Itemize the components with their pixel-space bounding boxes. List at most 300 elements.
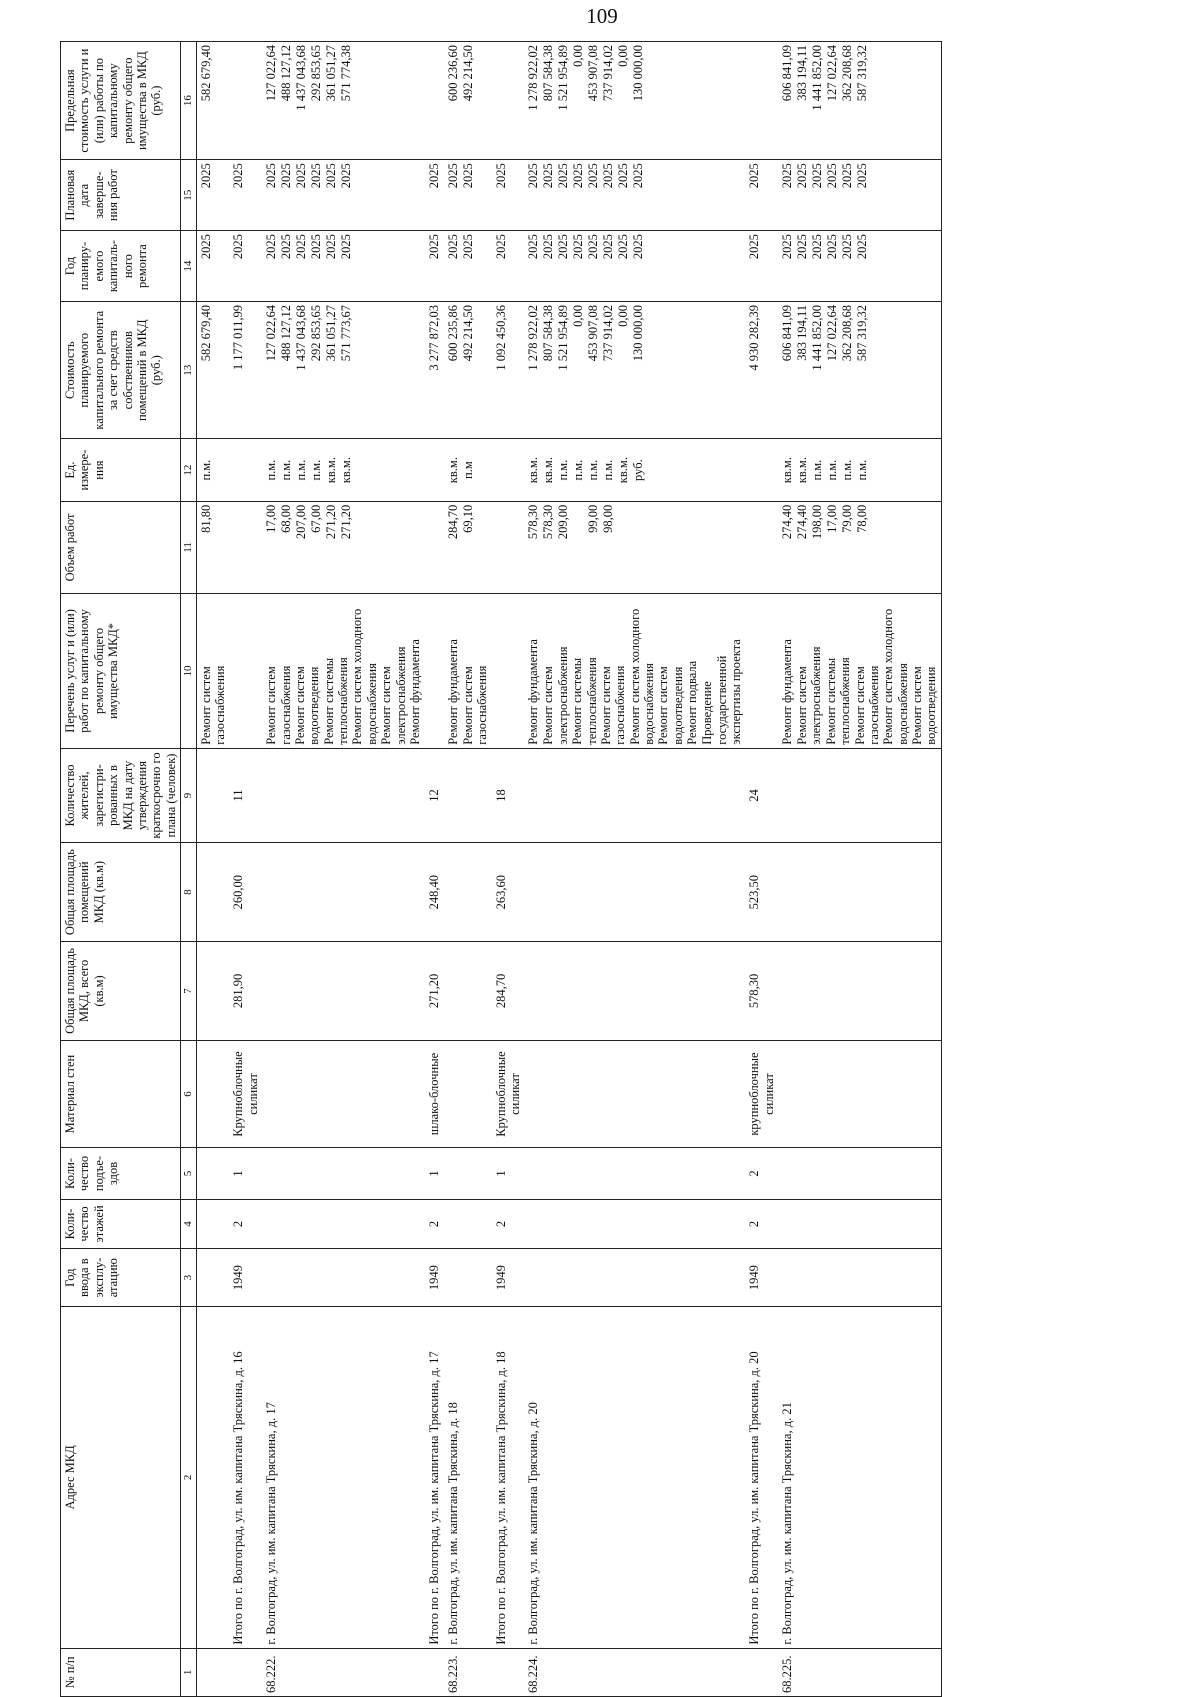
column-number: 13 xyxy=(181,302,197,439)
column-header: Общая площадь помещений МКД (кв.м) xyxy=(61,843,181,942)
entrances: 2 xyxy=(745,1148,778,1200)
planned-end-line: 2025 xyxy=(324,163,339,189)
work-volume-line: 578,30 xyxy=(526,504,541,540)
limit-cost-line: 292 853,65 xyxy=(309,45,324,102)
floors: 2 xyxy=(425,1199,444,1248)
works-list-line: Ремонт системы теплоснабжения xyxy=(570,657,599,745)
planned-year-line: 2025 xyxy=(840,234,855,260)
cost-line: 1 092 450,36 xyxy=(493,305,508,371)
planned-year xyxy=(262,231,425,302)
limit-cost xyxy=(745,42,778,160)
limit-cost-line: 1 441 852,00 xyxy=(810,45,825,111)
wall-material: Крупноблочные силикат xyxy=(492,1040,525,1147)
work-volume xyxy=(778,501,941,593)
work-volume-line: 98,00 xyxy=(601,504,616,533)
column-header: Плановая дата заверше- ния работ xyxy=(61,160,181,231)
area-premises xyxy=(444,843,492,942)
planned-end-line: 2025 xyxy=(601,163,616,189)
cost xyxy=(444,302,492,439)
area-total xyxy=(524,942,745,1041)
planned-end-line: 2025 xyxy=(747,163,762,189)
row-number xyxy=(745,1648,778,1696)
wall-material xyxy=(524,1040,745,1147)
planned-year-line: 2025 xyxy=(825,234,840,260)
limit-cost-line: 383 194,11 xyxy=(795,45,810,101)
works-list xyxy=(444,594,492,749)
works-list-line: Ремонт системы теплоснабжения xyxy=(321,657,351,745)
work-volume-line: 69,10 xyxy=(460,504,475,533)
planned-year-line: 2025 xyxy=(493,234,508,260)
year-built: 1949 xyxy=(425,1249,444,1307)
table-row xyxy=(262,42,425,1697)
work-volume xyxy=(524,501,745,593)
row-number: 68.224. xyxy=(524,1648,745,1696)
works-list-line: Ремонт фундамента xyxy=(407,639,422,745)
work-volume-line: 271,20 xyxy=(324,504,339,540)
planned-year xyxy=(444,231,492,302)
column-number: 3 xyxy=(181,1249,197,1307)
planned-year-line: 2025 xyxy=(616,234,631,260)
table-row xyxy=(524,42,745,1697)
column-number: 15 xyxy=(181,160,197,231)
work-volume xyxy=(262,501,425,593)
work-volume xyxy=(425,501,444,593)
planned-year-line: 2025 xyxy=(526,234,541,260)
row-number xyxy=(229,1648,262,1696)
cost-line: 127 022,64 xyxy=(825,305,840,362)
column-header: Перечень услуг и (или) работ по капитальному ремонту общего имущества МКД* xyxy=(61,594,181,749)
works-list xyxy=(262,594,425,749)
floors xyxy=(778,1199,941,1248)
work-volume-line: 578,30 xyxy=(541,504,556,540)
planned-end-line: 2025 xyxy=(795,163,810,189)
column-header: Стоимость планируемого капитального ремонта за счет средств собственников помещений в МКД (руб.) xyxy=(61,302,181,439)
works-list-line: Ремонт систем холодного водоснабжения xyxy=(350,608,379,745)
work-volume-line: 67,00 xyxy=(309,504,324,533)
planned-end xyxy=(444,160,492,231)
planned-year-line: 2025 xyxy=(294,234,309,260)
unit-line: кв.м. xyxy=(541,457,556,484)
column-number: 1 xyxy=(181,1648,197,1696)
capital-repair-table xyxy=(60,41,942,1697)
works-list-line: Ремонт систем электроснабжения xyxy=(379,646,408,745)
unit-line: кв.м. xyxy=(324,457,339,484)
work-volume-line: 99,00 xyxy=(586,504,601,533)
unit-line: п.м. xyxy=(601,459,616,481)
unit-line: п.м. xyxy=(264,459,279,481)
cost xyxy=(425,302,444,439)
column-number: 11 xyxy=(181,501,197,593)
planned-year-line: 2025 xyxy=(556,234,571,260)
limit-cost-line: 606 841,09 xyxy=(780,45,795,102)
address: Итого по г. Волгоград, ул. им. капитана Тряскина, д. 18 xyxy=(492,1307,525,1649)
planned-end-line: 2025 xyxy=(571,163,586,189)
entrances: 1 xyxy=(425,1148,444,1200)
limit-cost-line: 492 214,50 xyxy=(460,45,475,102)
area-premises xyxy=(524,843,745,942)
cost-line: 492 214,50 xyxy=(460,305,475,362)
residents xyxy=(262,748,425,843)
planned-end-line: 2025 xyxy=(855,163,870,189)
works-list-line: Ремонт систем газоснабжения xyxy=(460,665,490,745)
planned-year xyxy=(229,231,262,302)
limit-cost-line: 737 914,02 xyxy=(601,45,616,102)
address: г. Волгоград, ул. им. капитана Тряскина, д. 20 xyxy=(524,1307,745,1649)
work-volume-line: 17,00 xyxy=(825,504,840,533)
unit-line: п.м xyxy=(460,461,475,479)
table-row xyxy=(492,42,525,1697)
work-volume-line xyxy=(616,505,631,590)
floors xyxy=(524,1199,745,1248)
planned-end xyxy=(196,160,229,231)
residents: 24 xyxy=(745,748,778,843)
limit-cost-line: 807 584,38 xyxy=(541,45,556,102)
planned-end-line: 2025 xyxy=(198,163,213,189)
year-built xyxy=(262,1249,425,1307)
works-list-line: Ремонт систем газоснабжения xyxy=(264,665,293,745)
residents xyxy=(444,748,492,843)
planned-end-line: 2025 xyxy=(840,163,855,189)
residents: 12 xyxy=(425,748,444,843)
unit xyxy=(196,439,229,501)
column-number: 7 xyxy=(181,942,197,1041)
floors: 2 xyxy=(745,1199,778,1248)
page-number: 109 xyxy=(586,4,618,28)
cost-line: 737 914,02 xyxy=(601,305,616,362)
floors: 2 xyxy=(492,1199,525,1248)
cost-line: 587 319,32 xyxy=(855,305,870,362)
limit-cost xyxy=(444,42,492,160)
planned-year xyxy=(745,231,778,302)
unit xyxy=(262,439,425,501)
entrances xyxy=(196,1148,229,1200)
planned-year xyxy=(425,231,444,302)
unit xyxy=(229,439,262,501)
cost-line: 600 235,86 xyxy=(445,305,460,362)
planned-end xyxy=(524,160,745,231)
works-list-line: Ремонт систем газоснабжения xyxy=(852,665,881,745)
planned-year-line: 2025 xyxy=(198,234,213,260)
row-number xyxy=(425,1648,444,1696)
works-list-line: Ремонт систем водоотведения xyxy=(292,666,322,745)
works-list-line: Ремонт систем газоснабжения xyxy=(598,665,628,745)
cost-line: 361 051,27 xyxy=(324,305,339,362)
work-volume-line: 68,00 xyxy=(279,504,294,533)
unit-line: п.м. xyxy=(198,459,213,481)
limit-cost xyxy=(524,42,745,160)
cost-line: 3 277 872,03 xyxy=(426,305,441,371)
year-built xyxy=(196,1249,229,1307)
planned-year xyxy=(524,231,745,302)
area-total: 284,70 xyxy=(492,942,525,1041)
planned-end-line: 2025 xyxy=(445,163,460,189)
row-number: 68.222. xyxy=(262,1648,425,1696)
planned-end-line: 2025 xyxy=(460,163,475,189)
floors: 2 xyxy=(229,1199,262,1248)
planned-year-line: 2025 xyxy=(445,234,460,260)
cost-line: 292 853,65 xyxy=(309,305,324,362)
unit-line: кв.м. xyxy=(526,457,541,484)
planned-end-line: 2025 xyxy=(631,163,646,189)
limit-cost-line: 361 051,27 xyxy=(324,45,339,102)
cost-line: 0,00 xyxy=(616,305,631,327)
planned-year xyxy=(778,231,941,302)
planned-year-line: 2025 xyxy=(747,234,762,260)
table-body xyxy=(196,42,941,1697)
row-number xyxy=(196,1648,229,1696)
planned-year-line: 2025 xyxy=(231,234,246,260)
cost-line: 1 278 922,02 xyxy=(526,305,541,371)
work-volume-line: 274,40 xyxy=(795,504,810,540)
planned-end-line: 2025 xyxy=(279,163,294,189)
works-list xyxy=(745,594,778,749)
works-list xyxy=(425,594,444,749)
row-number: 68.223. xyxy=(444,1648,492,1696)
capital-repair-table-container xyxy=(60,41,1142,1697)
entrances: 1 xyxy=(492,1148,525,1200)
year-built xyxy=(524,1249,745,1307)
cost-line: 4 930 282,39 xyxy=(747,305,762,371)
address: г. Волгоград, ул. им. капитана Тряскина, д. 17 xyxy=(262,1307,425,1649)
planned-end-line: 2025 xyxy=(294,163,309,189)
works-list-line: Ремонт систем холодного водоснабжения xyxy=(881,608,910,745)
column-header: № п/п xyxy=(61,1648,181,1696)
unit-line: кв.м. xyxy=(616,457,631,484)
cost-line: 453 907,08 xyxy=(586,305,601,362)
planned-end xyxy=(229,160,262,231)
address: г. Волгоград, ул. им. капитана Тряскина, д. 21 xyxy=(778,1307,941,1649)
work-volume-line: 79,00 xyxy=(840,504,855,533)
planned-end-line: 2025 xyxy=(264,163,279,189)
unit xyxy=(425,439,444,501)
work-volume-line: 198,00 xyxy=(810,504,825,540)
works-list-line: Ремонт систем газоснабжения xyxy=(198,665,228,745)
planned-year-line: 2025 xyxy=(541,234,556,260)
works-list-line: Ремонт систем электроснабжения xyxy=(541,646,570,745)
wall-material xyxy=(196,1040,229,1147)
work-volume-line: 274,40 xyxy=(780,504,795,540)
unit xyxy=(492,439,525,501)
limit-cost-line: 1 278 922,02 xyxy=(526,45,541,111)
column-number: 6 xyxy=(181,1040,197,1147)
work-volume-line xyxy=(631,505,646,590)
limit-cost xyxy=(778,42,941,160)
limit-cost xyxy=(196,42,229,160)
work-volume xyxy=(444,501,492,593)
column-number: 4 xyxy=(181,1199,197,1248)
limit-cost-line: 127 022,64 xyxy=(825,45,840,102)
unit-line: п.м. xyxy=(586,459,601,481)
cost-line: 0,00 xyxy=(571,305,586,327)
cost xyxy=(196,302,229,439)
planned-end-line: 2025 xyxy=(825,163,840,189)
row-number xyxy=(492,1648,525,1696)
work-volume-line xyxy=(571,505,586,590)
cost-line: 807 584,38 xyxy=(541,305,556,362)
cost-line: 127 022,64 xyxy=(264,305,279,362)
address: г. Волгоград, ул. им. капитана Тряскина, д. 18 xyxy=(444,1307,492,1649)
limit-cost xyxy=(425,42,444,160)
column-header: Объем работ xyxy=(61,501,181,593)
unit-line: п.м. xyxy=(855,459,870,481)
unit-line: п.м. xyxy=(825,459,840,481)
planned-end-line: 2025 xyxy=(231,163,246,189)
cost-line: 1 441 852,00 xyxy=(810,305,825,371)
area-total: 281,90 xyxy=(229,942,262,1041)
entrances xyxy=(524,1148,745,1200)
limit-cost-line: 600 236,60 xyxy=(445,45,460,102)
column-number: 16 xyxy=(181,42,197,160)
limit-cost-line: 453 907,08 xyxy=(586,45,601,102)
work-volume-line: 284,70 xyxy=(445,504,460,540)
wall-material xyxy=(262,1040,425,1147)
cost-line: 571 773,67 xyxy=(339,305,354,362)
planned-year-line: 2025 xyxy=(601,234,616,260)
table-row xyxy=(778,42,941,1697)
unit-line: п.м. xyxy=(840,459,855,481)
unit xyxy=(778,439,941,501)
entrances: 1 xyxy=(229,1148,262,1200)
table-row xyxy=(444,42,492,1697)
unit-line: п.м. xyxy=(309,459,324,481)
residents xyxy=(778,748,941,843)
area-total: 271,20 xyxy=(425,942,444,1041)
planned-year-line: 2025 xyxy=(855,234,870,260)
table-row xyxy=(745,42,778,1697)
planned-year-line: 2025 xyxy=(460,234,475,260)
column-header: Адрес МКД xyxy=(61,1307,181,1649)
works-list xyxy=(196,594,229,749)
planned-end-line: 2025 xyxy=(493,163,508,189)
work-volume-line: 207,00 xyxy=(294,504,309,540)
cost xyxy=(492,302,525,439)
planned-end xyxy=(778,160,941,231)
limit-cost xyxy=(262,42,425,160)
unit-line: кв.м. xyxy=(780,457,795,484)
column-number: 8 xyxy=(181,843,197,942)
entrances xyxy=(262,1148,425,1200)
planned-year-line: 2025 xyxy=(324,234,339,260)
column-header: Общая площадь МКД, всего (кв.м) xyxy=(61,942,181,1041)
table-row xyxy=(196,42,229,1697)
cost-line: 130 000,00 xyxy=(631,305,646,362)
planned-end-line: 2025 xyxy=(541,163,556,189)
floors xyxy=(262,1199,425,1248)
area-premises xyxy=(262,843,425,942)
wall-material: Крупноблочные силикат xyxy=(229,1040,262,1147)
column-header: Ед. измере- ния xyxy=(61,439,181,501)
planned-end-line: 2025 xyxy=(586,163,601,189)
residents xyxy=(524,748,745,843)
limit-cost-line: 582 679,40 xyxy=(198,45,213,102)
works-list-line: Ремонт систем водоотведения xyxy=(656,666,685,745)
limit-cost-line: 488 127,12 xyxy=(279,45,294,102)
area-premises: 260,00 xyxy=(229,843,262,942)
work-volume xyxy=(229,501,262,593)
works-list-line: Ремонт фундамента xyxy=(526,639,541,745)
column-header: Материал стен xyxy=(61,1040,181,1147)
cost-line: 488 127,12 xyxy=(279,305,294,362)
cost-line: 383 194,11 xyxy=(795,305,810,361)
area-premises xyxy=(196,843,229,942)
year-built xyxy=(778,1249,941,1307)
limit-cost xyxy=(229,42,262,160)
row-number: 68.225. xyxy=(778,1648,941,1696)
planned-end-line: 2025 xyxy=(426,163,441,189)
planned-end-line: 2025 xyxy=(780,163,795,189)
floors xyxy=(196,1199,229,1248)
work-volume-line: 17,00 xyxy=(264,504,279,533)
limit-cost xyxy=(492,42,525,160)
year-built: 1949 xyxy=(492,1249,525,1307)
area-premises xyxy=(778,843,941,942)
planned-year-line: 2025 xyxy=(795,234,810,260)
year-built xyxy=(444,1249,492,1307)
work-volume xyxy=(196,501,229,593)
cost-line: 1 437 043,68 xyxy=(294,305,309,371)
planned-year xyxy=(196,231,229,302)
area-premises: 523,50 xyxy=(745,843,778,942)
works-list-line: Ремонт системы теплоснабжения xyxy=(823,657,853,745)
residents xyxy=(196,748,229,843)
residents: 11 xyxy=(229,748,262,843)
planned-year-line: 2025 xyxy=(571,234,586,260)
planned-end-line: 2025 xyxy=(339,163,354,189)
column-number-row xyxy=(181,42,197,1697)
unit-line: п.м. xyxy=(810,459,825,481)
work-volume xyxy=(492,501,525,593)
unit xyxy=(745,439,778,501)
cost-line: 606 841,09 xyxy=(780,305,795,362)
works-list-line: Ремонт фундамента xyxy=(445,639,460,745)
unit xyxy=(524,439,745,501)
planned-year-line: 2025 xyxy=(339,234,354,260)
area-premises: 263,60 xyxy=(492,843,525,942)
cost xyxy=(229,302,262,439)
planned-end-line: 2025 xyxy=(556,163,571,189)
works-list-line: Ремонт подвала xyxy=(685,660,700,745)
cost xyxy=(262,302,425,439)
area-total xyxy=(196,942,229,1041)
column-number: 14 xyxy=(181,231,197,302)
area-total xyxy=(444,942,492,1041)
works-list-line: Ремонт систем водоотведения xyxy=(910,666,939,745)
planned-year-line: 2025 xyxy=(810,234,825,260)
address: Итого по г. Волгоград, ул. им. капитана Тряскина, д. 16 xyxy=(229,1307,262,1649)
work-volume-line: 271,20 xyxy=(339,504,354,540)
cost xyxy=(778,302,941,439)
column-header: Коли- чество этажей xyxy=(61,1199,181,1248)
limit-cost-line: 587 319,32 xyxy=(855,45,870,102)
address: Итого по г. Волгоград, ул. им. капитана Тряскина, д. 20 xyxy=(745,1307,778,1649)
column-number: 9 xyxy=(181,748,197,843)
area-total: 578,30 xyxy=(745,942,778,1041)
cost-line: 582 679,40 xyxy=(198,305,213,362)
work-volume-line: 209,00 xyxy=(556,504,571,540)
column-header: Количество жителей, зарегистри- рованных в МКД на дату утверждения краткосрочно го плана (человек) xyxy=(61,748,181,843)
work-volume-line: 78,00 xyxy=(855,504,870,533)
planned-end-line: 2025 xyxy=(526,163,541,189)
work-volume xyxy=(745,501,778,593)
entrances xyxy=(444,1148,492,1200)
unit-line: кв.м. xyxy=(795,457,810,484)
limit-cost-line: 1 437 043,68 xyxy=(294,45,309,111)
wall-material: крупноблочные силикат xyxy=(745,1040,778,1147)
column-header: Коли- чество подъе- здов xyxy=(61,1148,181,1200)
area-premises: 248,40 xyxy=(425,843,444,942)
cost-line: 1 177 011,99 xyxy=(231,305,246,371)
planned-year-line: 2025 xyxy=(279,234,294,260)
